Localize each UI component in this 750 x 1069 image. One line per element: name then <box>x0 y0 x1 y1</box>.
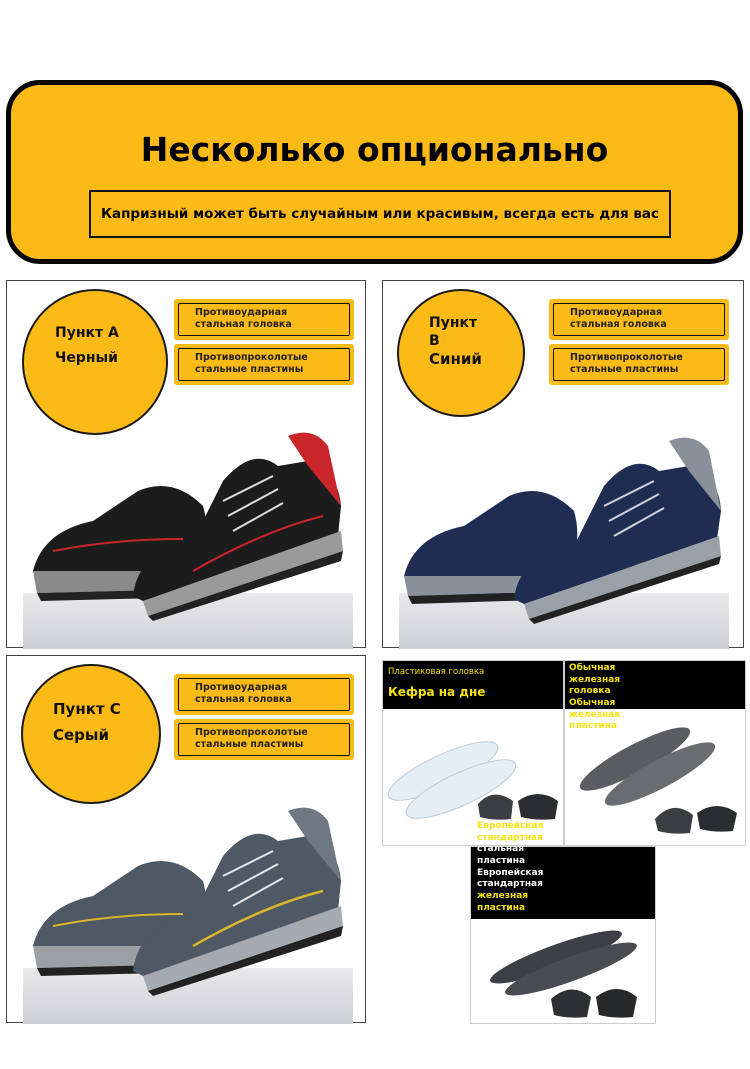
material-iron-line1: Обычная <box>569 663 616 673</box>
item-b-tag1-line1: Противоударная <box>570 307 663 318</box>
item-b-name: Пункт <box>429 315 478 331</box>
item-c-panel[interactable] <box>6 655 366 1023</box>
material-iron-line5: железная <box>569 709 621 720</box>
item-b-panel[interactable] <box>382 280 744 648</box>
item-a-tag-steel-toe <box>174 299 354 340</box>
material-euro-line7: железная <box>477 891 529 902</box>
header-banner <box>6 80 743 264</box>
material-euro-line8: пластина <box>477 902 526 913</box>
item-b-tag-steel-toe <box>549 299 729 340</box>
material-euro-panel[interactable] <box>470 821 656 1024</box>
banner-subtitle: Капризный может быть случайным или красивым, всегда есть для вас <box>89 190 671 238</box>
material-iron-line4: Обычная <box>569 698 616 709</box>
item-a-tag2-line1: Противопроколотые <box>195 352 308 363</box>
item-a-name: Пункт A <box>55 325 119 341</box>
item-b-tag1-line2: стальная головка <box>570 319 667 331</box>
item-c-shoe-image <box>23 796 353 996</box>
item-a-tag1-line2: стальная головка <box>195 319 292 331</box>
material-euro-label <box>477 821 543 915</box>
material-kevlar-panel[interactable] <box>382 660 564 846</box>
material-euro-line3: стальная <box>477 844 524 855</box>
material-iron-line2: железная <box>569 674 621 685</box>
item-b-tag2-line1: Противопроколотые <box>570 352 683 363</box>
material-euro-image <box>471 919 657 1025</box>
material-iron-panel[interactable] <box>564 660 746 846</box>
item-b-color: Синий <box>429 350 482 369</box>
item-a-shoe-image <box>23 421 353 621</box>
item-c-tag2-line1: Противопроколотые <box>195 727 308 738</box>
banner-title: Несколько опционально <box>140 130 609 169</box>
item-a-tag-steel-plate <box>174 344 354 385</box>
material-iron-image <box>565 709 747 847</box>
item-a-badge-text <box>55 321 119 371</box>
item-b-badge-text <box>429 314 482 370</box>
item-b-letter: B <box>429 333 440 350</box>
item-c-tag2-line2: стальные пластины <box>195 739 304 751</box>
material-euro-line1: Европейская <box>477 821 544 831</box>
item-c-tag1-line2: стальная головка <box>195 694 292 706</box>
material-iron-line6: пластина <box>569 721 618 732</box>
item-b-tag-steel-plate <box>549 344 729 385</box>
material-euro-line4: пластина <box>477 856 526 867</box>
material-kevlar-label: Кефра на дне <box>388 685 486 699</box>
item-a-panel[interactable] <box>6 280 366 648</box>
item-b-tag2-line2: стальные пластины <box>570 364 679 376</box>
item-a-tag1-line1: Противоударная <box>195 307 288 318</box>
item-c-name: Пункт C <box>53 700 121 718</box>
item-c-tag1-line1: Противоударная <box>195 682 288 693</box>
material-euro-line2: стандартная <box>477 832 543 843</box>
item-b-shoe-image <box>399 421 729 621</box>
item-c-badge-text <box>53 696 121 749</box>
material-euro-line6: стандартная <box>477 879 543 890</box>
item-c-tag-steel-toe <box>174 674 354 715</box>
item-c-tag-steel-plate <box>174 719 354 760</box>
material-euro-line5: Европейская <box>477 867 544 878</box>
material-iron-line3: головка <box>569 686 611 697</box>
item-a-tag2-line2: стальные пластины <box>195 364 304 376</box>
material-kevlar-small-label: Пластиковая головка <box>388 667 485 677</box>
item-c-color: Серый <box>53 726 109 745</box>
item-a-color: Черный <box>55 350 118 367</box>
